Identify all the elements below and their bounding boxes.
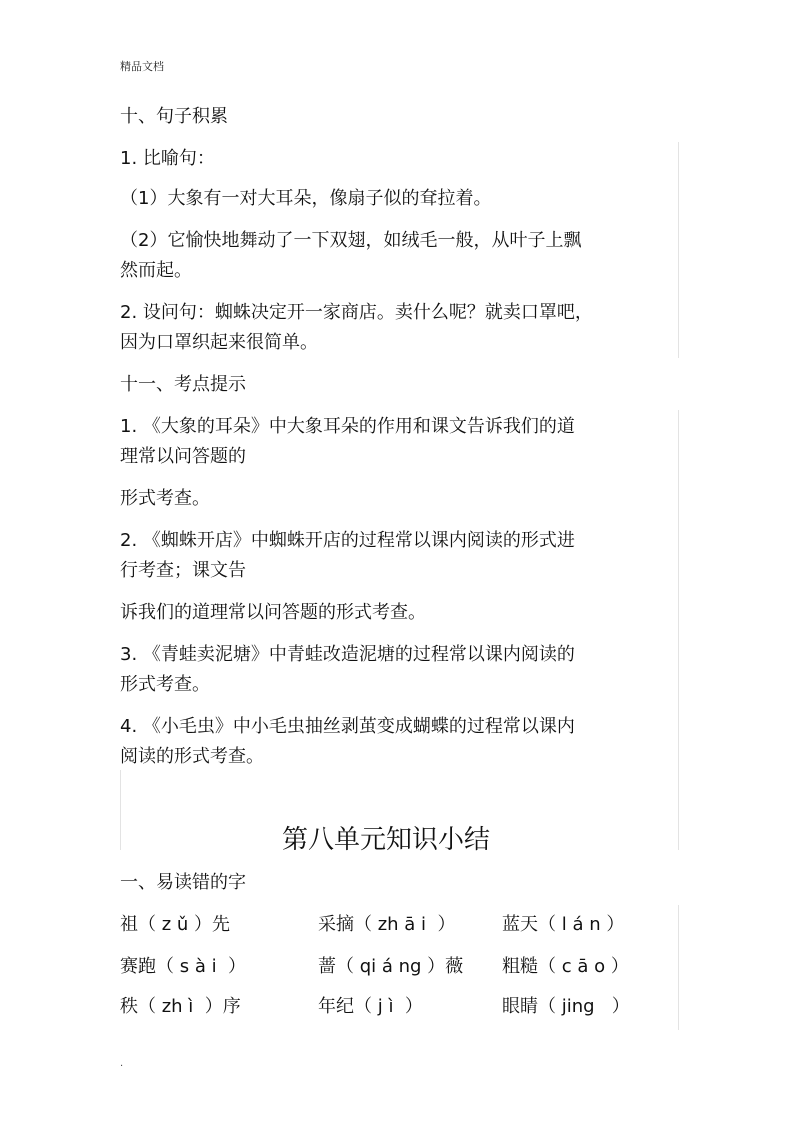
footer-mark: .: [120, 1058, 124, 1069]
tip-3-line2: 形式考查。: [120, 674, 210, 695]
tip-2-line1: 2. 《蜘蛛开店》中蜘蛛开店的过程常以课内阅读的形式进: [120, 530, 575, 551]
simile-label: 1. 比喻句：: [120, 148, 215, 169]
rhetorical-question-line1: 2. 设问句：蜘蛛决定开一家商店。卖什么呢？就卖口罩吧，: [120, 302, 593, 323]
tip-1-line2: 理常以问答题的: [120, 446, 246, 467]
margin-rule-3: [678, 905, 679, 1030]
word-cell: 蔷（ qi á ng ）薇: [318, 956, 464, 977]
simile-example-2-line2: 然而起。: [120, 260, 192, 281]
word-cell: 赛跑（ s à i ）: [120, 956, 247, 977]
rhetorical-question-line2: 因为口罩织起来很简单。: [120, 332, 318, 353]
word-cell: 粗糙（ c ā o ）: [502, 956, 629, 977]
word-cell: 采摘（ zh ā i ）: [318, 914, 456, 935]
margin-rule-1: [678, 142, 679, 358]
tip-2-line2: 行考查；课文告: [120, 560, 246, 581]
section-11-title: 十一、考点提示: [120, 374, 246, 395]
tip-2-line3: 诉我们的道理常以问答题的形式考查。: [120, 602, 426, 623]
word-cell: 眼睛（ jing ）: [502, 996, 630, 1017]
tip-1-line3: 形式考查。: [120, 488, 210, 509]
tip-3-line1: 3. 《青蛙卖泥塘》中青蛙改造泥塘的过程常以课内阅读的: [120, 644, 575, 665]
word-cell: 秩（ zh ì ）序: [120, 996, 241, 1017]
simile-example-2-line1: （2）它愉快地舞动了一下双翅，如绒毛一般，从叶子上飘: [120, 230, 582, 251]
word-cell: 年纪（ j ì ）: [318, 996, 423, 1017]
unit-8-subtitle: 一、易读错的字: [120, 872, 246, 893]
tip-4-line1: 4. 《小毛虫》中小毛虫抽丝剥茧变成蝴蝶的过程常以课内: [120, 716, 575, 737]
word-cell: 蓝天（ l á n ）: [502, 914, 625, 935]
word-cell: 祖（ z ǔ ）先: [120, 914, 231, 935]
tip-4-line2: 阅读的形式考查。: [120, 746, 264, 767]
simile-example-1: （1）大象有一对大耳朵，像扇子似的耷拉着。: [120, 188, 492, 209]
unit-8-title: 第八单元知识小结: [281, 825, 490, 855]
margin-rule-2: [678, 410, 679, 850]
page-header: 精品文档: [120, 60, 164, 73]
section-10-title: 十、句子积累: [120, 106, 228, 127]
tip-1-line1: 1. 《大象的耳朵》中大象耳朵的作用和课文告诉我们的道: [120, 416, 575, 437]
